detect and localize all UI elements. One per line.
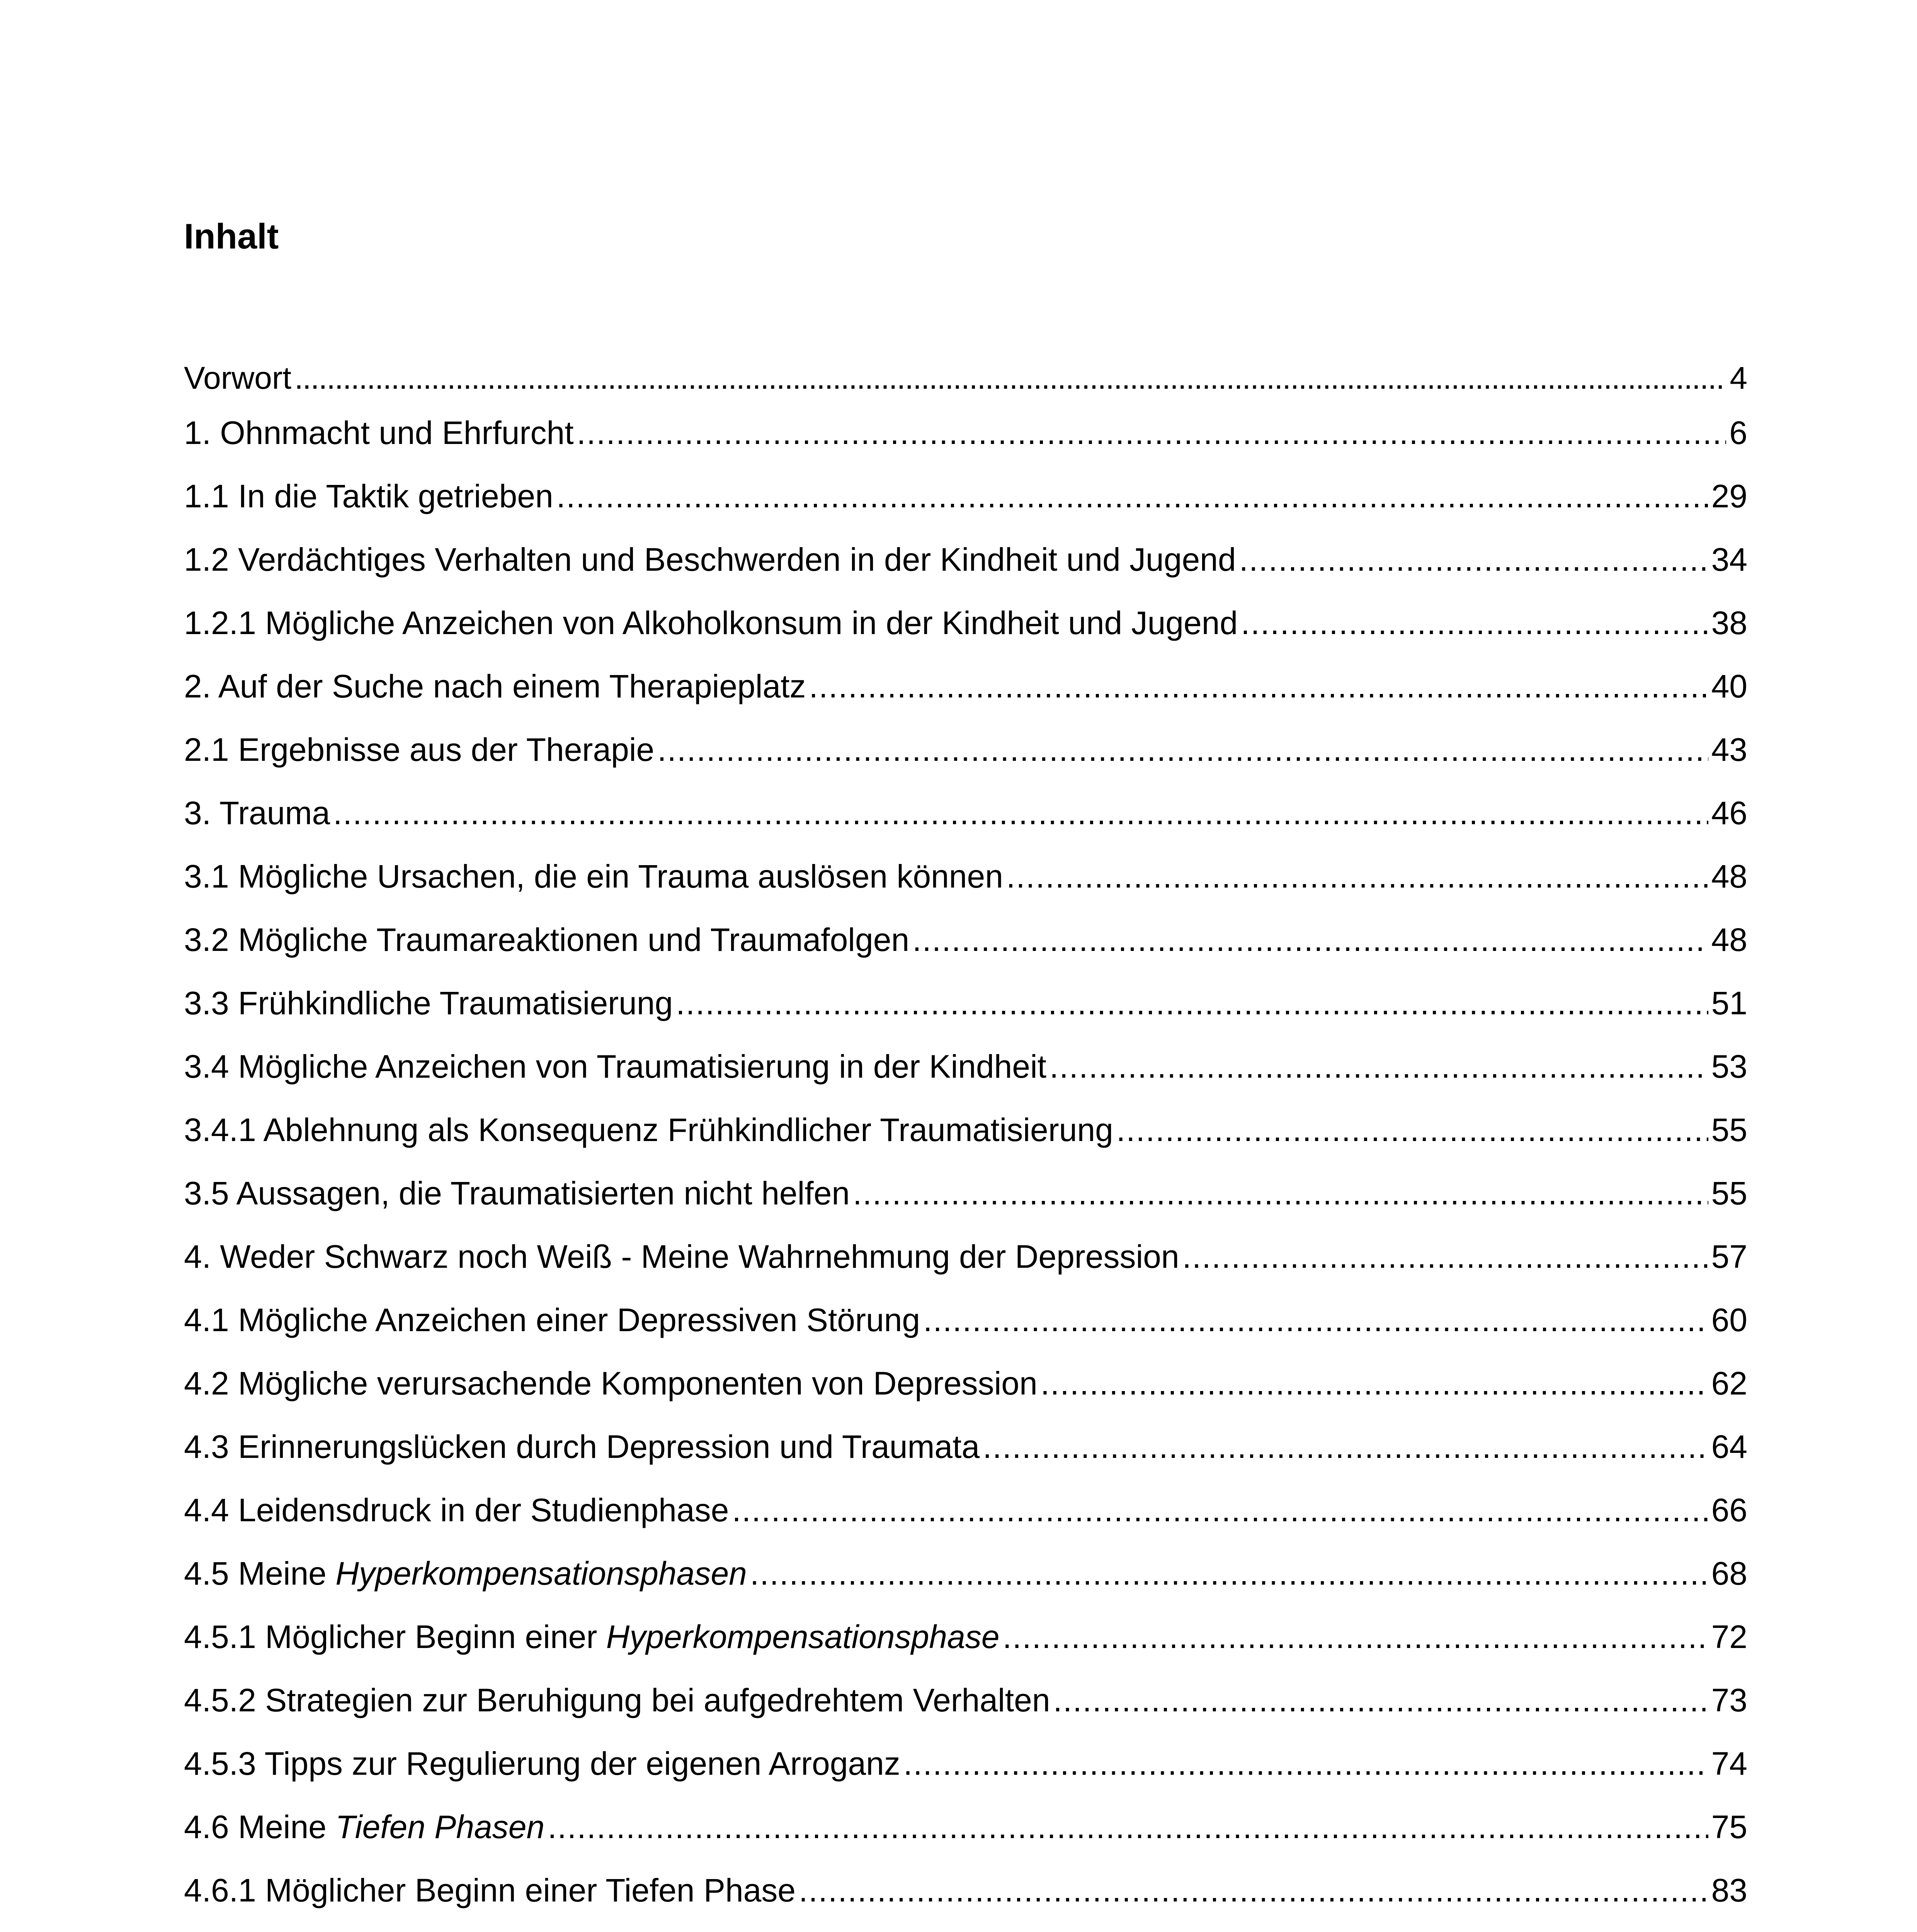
toc-entry-page: 29	[1711, 478, 1747, 514]
toc-entry-title	[184, 1811, 544, 1843]
toc-entry-page: 38	[1711, 605, 1747, 641]
toc-entry-title-emphasis: Hyperkompensationsphasen	[335, 1555, 747, 1592]
toc-entry-page: 6	[1729, 415, 1747, 451]
toc-entry-title: 3.2 Mögliche Traumareaktionen und Traumafolgen	[184, 922, 910, 958]
toc-entry[interactable]	[184, 655, 1747, 718]
toc-entry[interactable]	[184, 1922, 1747, 1932]
toc-entry-title: 3.1 Mögliche Ursachen, die ein Trauma auslösen können	[184, 858, 1003, 895]
toc-entry[interactable]	[184, 845, 1747, 908]
toc-entry-page: 72	[1711, 1619, 1747, 1655]
toc-entry-title: 4.6.1 Möglicher Beginn einer Tiefen Phase	[184, 1872, 796, 1908]
toc-entry-page: 55	[1711, 1112, 1747, 1148]
toc-entry-title: 1. Ohnmacht und Ehrfurcht	[184, 415, 574, 451]
toc-leader-dots	[676, 987, 1708, 1019]
toc-leader-dots	[1239, 543, 1708, 576]
toc-leader-dots	[1006, 860, 1708, 893]
toc-entry[interactable]	[184, 1162, 1747, 1225]
toc-entry[interactable]	[184, 1732, 1747, 1795]
toc-entry-title: 4.5.2 Strategien zur Beruhigung bei aufgedrehtem Verhalten	[184, 1682, 1050, 1718]
toc-entry[interactable]	[184, 591, 1747, 655]
toc-leader-dots	[657, 733, 1708, 766]
toc-entry[interactable]	[184, 718, 1747, 781]
toc-entry-title-emphasis: Hyperkompensationsphase	[606, 1619, 1000, 1655]
toc-entry-page: 48	[1711, 858, 1747, 895]
toc-leader-dots	[1050, 1050, 1708, 1083]
toc-entry-title-emphasis: Tiefen Phasen	[335, 1809, 545, 1845]
toc-entry-title: 4.3 Erinnerungslücken durch Depression und Traumata	[184, 1429, 980, 1465]
toc-leader-dots	[903, 1747, 1708, 1780]
toc-entry-page: 64	[1711, 1429, 1747, 1465]
toc-entry[interactable]	[184, 1415, 1747, 1478]
toc-leader-dots	[1182, 1240, 1708, 1273]
toc-leader-dots	[1053, 1684, 1708, 1716]
toc-entry-title	[184, 1557, 747, 1590]
toc-entry[interactable]	[184, 1478, 1747, 1542]
toc-entry-title: 3.4.1 Ablehnung als Konsequenz Frühkindlicher Traumatisierung	[184, 1112, 1113, 1148]
toc-entry-title-pre: 4.6 Meine	[184, 1809, 336, 1845]
toc-entry-page: 74	[1711, 1745, 1747, 1782]
toc-leader-dots	[577, 417, 1726, 449]
toc-leader-dots	[732, 1494, 1708, 1526]
toc-entry-title: 3.3 Frühkindliche Traumatisierung	[184, 985, 673, 1021]
toc-leader-dots	[799, 1874, 1708, 1906]
toc-leader-dots	[853, 1177, 1708, 1209]
toc-entry-title: 4. Weder Schwarz noch Weiß - Meine Wahrnehmung der Depression	[184, 1238, 1179, 1275]
toc-entry[interactable]	[184, 1352, 1747, 1415]
toc-entry[interactable]	[184, 781, 1747, 845]
toc-entry-page: 43	[1711, 731, 1747, 768]
toc-entry-page: 66	[1711, 1492, 1747, 1528]
toc-entry-title: 2. Auf der Suche nach einem Therapieplatz	[184, 668, 806, 704]
table-of-contents	[184, 355, 1747, 1932]
toc-entry-page: 68	[1711, 1555, 1747, 1592]
toc-entry-title: 4.2 Mögliche verursachende Komponenten von Depression	[184, 1365, 1038, 1401]
toc-entry-page: 62	[1711, 1365, 1747, 1401]
toc-entry[interactable]	[184, 1288, 1747, 1352]
toc-entry-page: 83	[1711, 1872, 1747, 1908]
toc-entry[interactable]	[184, 908, 1747, 971]
toc-entry-title: 4.1 Mögliche Anzeichen einer Depressiven Störung	[184, 1302, 920, 1338]
toc-entry[interactable]	[184, 1605, 1747, 1668]
toc-entry-title: 3. Trauma	[184, 795, 330, 831]
toc-entry[interactable]	[184, 1668, 1747, 1732]
toc-entry[interactable]	[184, 528, 1747, 591]
toc-entry-page: 57	[1711, 1238, 1747, 1275]
toc-entry-page: 53	[1711, 1048, 1747, 1085]
toc-entry-title-pre: 4.5.1 Möglicher Beginn einer	[184, 1619, 606, 1655]
toc-leader-dots	[294, 362, 1726, 394]
toc-entry-title: Vorwort	[184, 361, 291, 396]
toc-entry[interactable]	[184, 1859, 1747, 1922]
toc-entry-page: 55	[1711, 1175, 1747, 1211]
toc-entry-title: 1.1 In die Taktik getrieben	[184, 478, 553, 514]
toc-entry-page: 60	[1711, 1302, 1747, 1338]
toc-entry-title: 1.2.1 Mögliche Anzeichen von Alkoholkonsum in der Kindheit und Jugend	[184, 605, 1238, 641]
toc-entry[interactable]	[184, 1542, 1747, 1605]
toc-entry-page: 4	[1730, 361, 1747, 396]
toc-leader-dots	[983, 1430, 1708, 1463]
toc-entry-title: 1.2 Verdächtiges Verhalten und Beschwerden in der Kindheit und Jugend	[184, 541, 1236, 578]
toc-entry-title-pre: 4.5 Meine	[184, 1555, 336, 1592]
toc-entry-page: 34	[1711, 541, 1747, 578]
toc-entry-title: 4.4 Leidensdruck in der Studienphase	[184, 1492, 729, 1528]
toc-entry[interactable]	[184, 401, 1747, 464]
toc-entry[interactable]	[184, 1795, 1747, 1859]
toc-leader-dots	[809, 670, 1708, 702]
toc-entry-title	[184, 1621, 1000, 1653]
toc-leader-dots	[923, 1304, 1708, 1336]
toc-leader-dots	[912, 923, 1708, 956]
toc-entry[interactable]	[184, 1035, 1747, 1098]
toc-entry-title: 3.5 Aussagen, die Traumatisierten nicht helfen	[184, 1175, 850, 1211]
toc-entry[interactable]	[184, 1098, 1747, 1162]
toc-leader-dots	[548, 1811, 1708, 1843]
toc-leader-dots	[1241, 607, 1708, 639]
toc-entry-title: 4.5.3 Tipps zur Regulierung der eigenen Arroganz	[184, 1745, 900, 1782]
toc-entry[interactable]	[184, 971, 1747, 1035]
toc-leader-dots	[1041, 1367, 1708, 1400]
toc-leader-dots	[1116, 1114, 1708, 1146]
toc-leader-dots	[750, 1557, 1708, 1590]
toc-leader-dots	[556, 480, 1708, 512]
toc-entry[interactable]	[184, 1225, 1747, 1288]
toc-entry-page: 40	[1711, 668, 1747, 704]
toc-heading: Inhalt	[184, 217, 279, 256]
toc-leader-dots	[1003, 1621, 1708, 1653]
toc-leader-dots	[333, 797, 1708, 829]
toc-entry-page: 75	[1711, 1809, 1747, 1845]
toc-entry[interactable]	[184, 355, 1747, 401]
toc-entry-page: 51	[1711, 985, 1747, 1021]
toc-entry-title: 2.1 Ergebnisse aus der Therapie	[184, 731, 655, 768]
toc-entry[interactable]	[184, 464, 1747, 528]
toc-entry-title: 3.4 Mögliche Anzeichen von Traumatisierung in der Kindheit	[184, 1048, 1046, 1085]
toc-entry-page: 48	[1711, 922, 1747, 958]
toc-entry-page: 46	[1711, 795, 1747, 831]
toc-entry-page: 73	[1711, 1682, 1747, 1718]
